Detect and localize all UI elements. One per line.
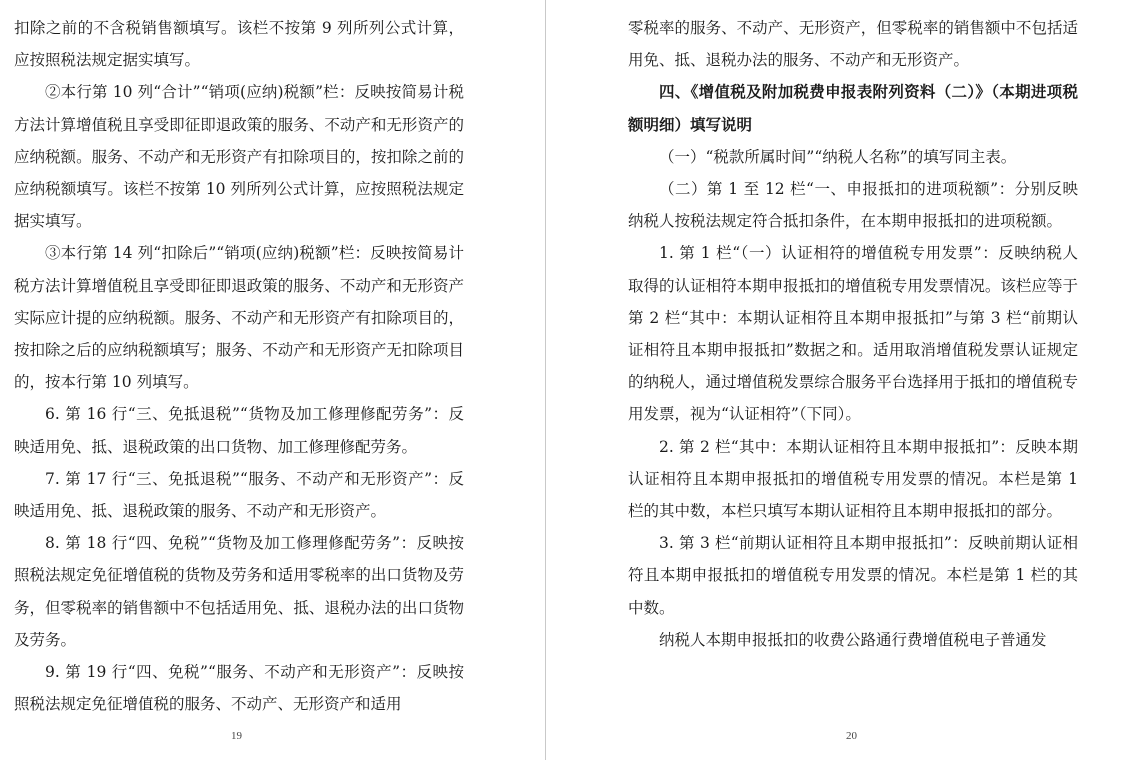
paragraph: 扣除之前的不含税销售额填写。该栏不按第 9 列所列公式计算，应按照税法规定据实填写。 (14, 19, 464, 70)
page-number: 19 (231, 730, 242, 742)
page-20-body (628, 12, 1078, 656)
paragraph: 7. 第 17 行“三、免抵退税”“服务、不动产和无形资产”：反映适用免、抵、退税政策的服务、不动产和无形资产。 (14, 469, 464, 521)
paragraph: 零税率的服务、不动产、无形资产，但零税率的销售额中不包括适用免、抵、退税办法的服务、不动产和无形资产。 (628, 19, 1078, 70)
page-number: 20 (846, 730, 857, 742)
paragraph: ③本行第 14 列“扣除后”“销项(应纳)税额”栏：反映按简易计税方法计算增值税且享受即征即退政策的服务、不动产和无形资产实际应计提的应纳税额。服务、不动产和无形资产有扣除项目的，按扣除之后的应纳税额填写；服务、不动产和无形资产无扣除项目的，按本行第 10 列填写。 (14, 244, 464, 392)
paragraph: （一）“税款所属时间”“纳税人名称”的填写同主表。 (659, 147, 1017, 166)
page-19-body (14, 12, 464, 720)
paragraph: 8. 第 18 行“四、免税”“货物及加工修理修配劳务”：反映按照税法规定免征增值税的货物及劳务和适用零税率的出口货物及劳务，但零税率的销售额中不包括适用免、抵、退税办法的出口货物及劳务。 (14, 534, 464, 649)
page-19 (0, 0, 545, 760)
paragraph: （二）第 1 至 12 栏“一、申报抵扣的进项税额”：分别反映纳税人按税法规定符合抵扣条件，在本期申报抵扣的进项税额。 (628, 180, 1078, 231)
paragraph: 1. 第 1 栏“（一）认证相符的增值税专用发票”：反映纳税人取得的认证相符本期申报抵扣的增值税专用发票情况。该栏应等于第 2 栏“其中：本期认证相符且本期申报抵扣”与第 3 栏“前期认证相符且本期申报抵扣”数据之和。适用取消增值税发票认证规定的纳税人，通过增值税发票综合服务平台选择用于抵扣的增值税专用发票，视为“认证相符”（下同）。 (628, 244, 1078, 424)
paragraph: 2. 第 2 栏“其中：本期认证相符且本期申报抵扣”：反映本期认证相符且本期申报抵扣的增值税专用发票的情况。本栏是第 1 栏的其中数，本栏只填写本期认证相符且本期申报抵扣的部分。 (628, 437, 1078, 521)
section-heading: 四、《增值税及附加税费申报表附列资料（二）》（本期进项税额明细）填写说明 (628, 82, 1078, 134)
paragraph: 纳税人本期申报抵扣的收费公路通行费增值税电子普通发 (659, 630, 1047, 649)
paragraph: 9. 第 19 行“四、免税”“服务、不动产和无形资产”：反映按照税法规定免征增值税的服务、不动产、无形资产和适用 (14, 663, 464, 714)
page-20 (546, 0, 1130, 760)
paragraph: 3. 第 3 栏“前期认证相符且本期申报抵扣”：反映前期认证相符且本期申报抵扣的增值税专用发票的情况。本栏是第 1 栏的其中数。 (628, 534, 1078, 617)
paragraph: 6. 第 16 行“三、免抵退税”“货物及加工修理修配劳务”：反映适用免、抵、退税政策的出口货物、加工修理修配劳务。 (14, 405, 464, 456)
paragraph: ②本行第 10 列“合计”“销项(应纳)税额”栏：反映按简易计税方法计算增值税且享受即征即退政策的服务、不动产和无形资产的应纳税额。服务、不动产和无形资产有扣除项目的，按扣除之前的应纳税额填写。该栏不按第 10 列所列公式计算，应按照税法规定据实填写。 (14, 83, 464, 231)
